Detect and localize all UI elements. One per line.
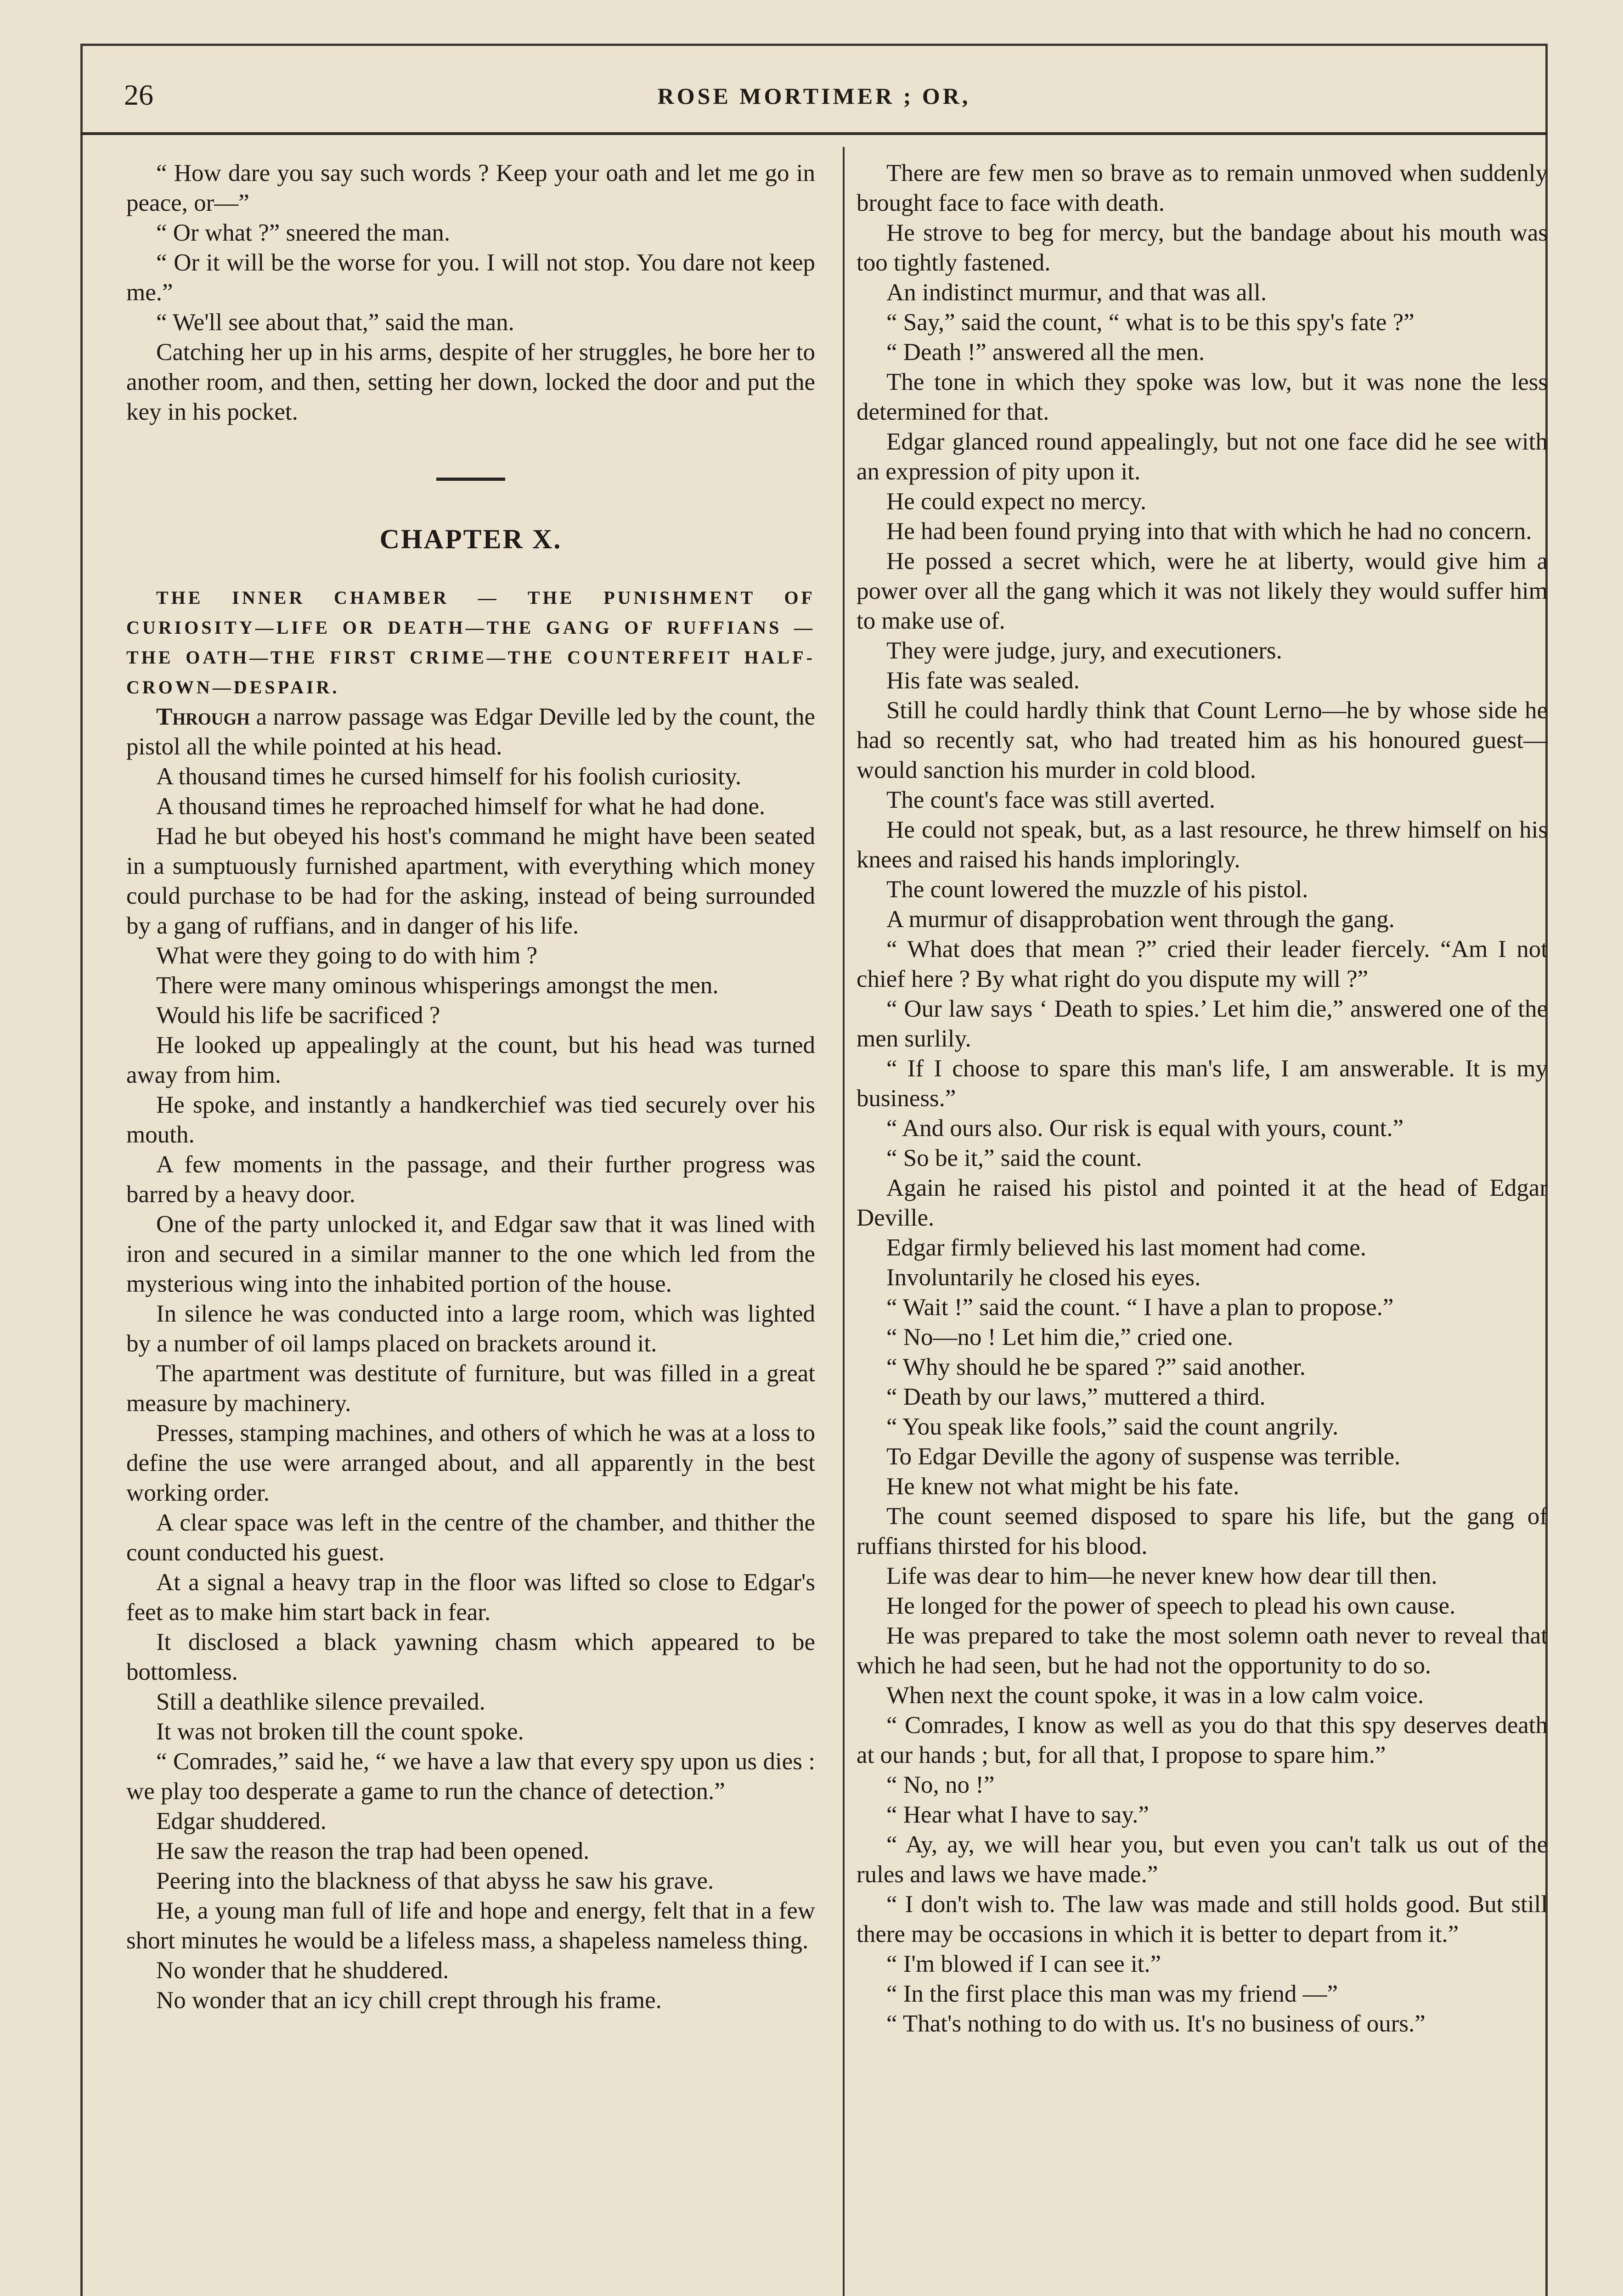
opening-word: Through <box>156 703 250 730</box>
paragraph: Again he raised his pistol and pointed it at the head of Edgar Deville. <box>857 1175 1548 1231</box>
paragraph: “ No, no !” <box>886 1772 995 1798</box>
right-paragraphs <box>857 158 1548 2039</box>
paragraph: No wonder that an icy chill crept through his frame. <box>156 1987 662 2014</box>
paragraph: The apartment was destitute of furniture, but was filled in a great measure by machinery. <box>126 1360 815 1417</box>
paragraph: His fate was sealed. <box>886 667 1080 694</box>
paragraph: There were many ominous whisperings amongst the men. <box>156 972 719 999</box>
page-number: 26 <box>124 79 153 111</box>
paragraph: He looked up appealingly at the count, but his head was turned away from him. <box>126 1032 815 1088</box>
paragraph: Edgar firmly believed his last moment had come. <box>886 1234 1366 1261</box>
paragraph: “ Why should he be spared ?” said another. <box>886 1354 1306 1380</box>
paragraph: He saw the reason the trap had been opened. <box>156 1838 590 1864</box>
paragraph: What were they going to do with him ? <box>156 942 538 969</box>
paragraph: Edgar glanced round appealingly, but not one face did he see with an expression of pity upon it. <box>857 428 1548 485</box>
paragraph: “ We'll see about that,” said the man. <box>156 309 514 336</box>
paragraph: “ You speak like fools,” said the count angrily. <box>886 1413 1339 1440</box>
paragraph: “ I'm blowed if I can see it.” <box>886 1951 1161 1977</box>
paragraph: “ In the first place this man was my friend —” <box>886 1981 1338 2007</box>
paragraph: “ No—no ! Let him die,” cried one. <box>886 1324 1233 1351</box>
paragraph: “ Hear what I have to say.” <box>886 1801 1149 1828</box>
left-paragraphs-before <box>126 158 815 427</box>
paragraph: “ And ours also. Our risk is equal with yours, count.” <box>886 1115 1404 1142</box>
paragraph: “ Ay, ay, we will hear you, but even you can't talk us out of the rules and laws we have made.” <box>857 1831 1548 1888</box>
paragraph: “ Comrades,” said he, “ we have a law that every spy upon us dies : we play too desperate a game to run the chance of detection.” <box>126 1748 815 1805</box>
paragraph: A thousand times he reproached himself for what he had done. <box>156 793 766 820</box>
paragraph: “ Wait !” said the count. “ I have a plan to propose.” <box>886 1294 1394 1321</box>
paragraph: “ Our law says ‘ Death to spies.’ Let him die,” answered one of the men surlily. <box>857 996 1548 1052</box>
paragraph: A thousand times he cursed himself for his foolish curiosity. <box>156 763 742 790</box>
left-paragraphs-after <box>126 762 815 2015</box>
paragraph: He was prepared to take the most solemn oath never to reveal that which he had seen, but he had not the opportunity to do so. <box>857 1622 1548 1679</box>
paragraph: He, a young man full of life and hope and energy, felt that in a few short minutes he would be a lifeless mass, a shapeless nameless thing. <box>126 1897 815 1954</box>
paragraph: The count lowered the muzzle of his pistol. <box>886 876 1308 903</box>
left-column <box>126 158 815 2015</box>
paragraph: “ So be it,” said the count. <box>886 1145 1142 1171</box>
paragraph: At a signal a heavy trap in the floor was lifted so close to Edgar's feet as to make him start back in fear. <box>126 1569 815 1626</box>
paragraph: Had he but obeyed his host's command he might have been seated in a sumptuously furnished apartment, with everything which money could purchase to be had for the asking, instead of being surrounded by a gang of ruffians, and in danger of his life. <box>126 823 815 939</box>
paragraph: He had been found prying into that with which he had no concern. <box>886 518 1532 545</box>
paragraph: An indistinct murmur, and that was all. <box>886 279 1267 306</box>
paragraph: “ If I choose to spare this man's life, I am answerable. It is my business.” <box>857 1055 1548 1112</box>
section-divider <box>436 478 505 481</box>
paragraph: Would his life be sacrificed ? <box>156 1002 440 1029</box>
paragraph: It disclosed a black yawning chasm which appeared to be bottomless. <box>126 1629 815 1685</box>
paragraph: “ What does that mean ?” cried their leader fiercely. “Am I not chief here ? By what right do you dispute my will ?” <box>857 936 1548 992</box>
chapter-summary: THE INNER CHAMBER — THE PUNISHMENT OF CURIOSITY—LIFE OR DEATH—THE GANG OF RUFFIANS — THE OATH—THE FIRST CRIME—THE COUNTERFEIT HALF-CROWN—DESPAIR. <box>126 587 815 698</box>
paragraph: He possed a secret which, were he at liberty, would give him a power over all the gang which it was not likely they would suffer him to make use of. <box>857 548 1548 634</box>
paragraph: Catching her up in his arms, despite of her struggles, he bore her to another room, and then, setting her down, locked the door and put the key in his pocket. <box>126 339 815 425</box>
paragraph: “ I don't wish to. The law was made and still holds good. But still there may be occasions in which it is better to depart from it.” <box>857 1891 1548 1947</box>
paragraph: “ That's nothing to do with us. It's no business of ours.” <box>886 2010 1426 2037</box>
column-divider <box>843 147 845 2296</box>
paragraph: Life was dear to him—he never knew how dear till then. <box>886 1563 1437 1589</box>
paragraph: They were judge, jury, and executioners. <box>886 637 1282 664</box>
paragraph: It was not broken till the count spoke. <box>156 1718 524 1745</box>
paragraph: He longed for the power of speech to plead his own cause. <box>886 1593 1456 1619</box>
paragraph: “ Death !” answered all the men. <box>886 339 1205 366</box>
opening-paragraph <box>126 702 815 762</box>
paragraph: “ Comrades, I know as well as you do that this spy deserves death at our hands ; but, for all that, I propose to spare him.” <box>857 1712 1548 1768</box>
paragraph: A murmur of disapprobation went through the gang. <box>886 906 1395 933</box>
paragraph: When next the count spoke, it was in a low calm voice. <box>886 1682 1424 1709</box>
paragraph: No wonder that he shuddered. <box>156 1957 449 1984</box>
paragraph: The count seemed disposed to spare his life, but the gang of ruffians thirsted for his blood. <box>857 1503 1548 1559</box>
paragraph: To Edgar Deville the agony of suspense was terrible. <box>886 1443 1401 1470</box>
paragraph: He strove to beg for mercy, but the bandage about his mouth was too tightly fastened. <box>857 219 1548 276</box>
paragraph: “ Or what ?” sneered the man. <box>156 219 451 246</box>
opening-rest: a narrow passage was Edgar Deville led by the count, the pistol all the while pointed at his head. <box>126 703 815 760</box>
paragraph: A clear space was left in the centre of the chamber, and thither the count conducted his guest. <box>126 1509 815 1566</box>
page-header <box>80 69 1548 138</box>
paragraph: The count's face was still averted. <box>886 787 1215 813</box>
paragraph: He could expect no mercy. <box>886 488 1147 515</box>
paragraph: In silence he was conducted into a large room, which was lighted by a number of oil lamps placed on brackets around it. <box>126 1300 815 1357</box>
paragraph: “ Or it will be the worse for you. I will not stop. You dare not keep me.” <box>126 249 815 306</box>
paragraph: Still he could hardly think that Count Lerno—he by whose side he had so recently sat, who had treated him as his honoured guest—would sanction his murder in cold blood. <box>857 697 1548 783</box>
paragraph: Presses, stamping machines, and others of which he was at a loss to define the use were arranged about, and all apparently in the best working order. <box>126 1420 815 1506</box>
right-column <box>857 158 1548 2039</box>
paragraph: He spoke, and instantly a handkerchief was tied securely over his mouth. <box>126 1092 815 1148</box>
paragraph: “ Say,” said the count, “ what is to be this spy's fate ?” <box>886 309 1414 336</box>
paragraph: There are few men so brave as to remain unmoved when suddenly brought face to face with death. <box>857 160 1548 216</box>
paragraph: Still a deathlike silence prevailed. <box>156 1688 485 1715</box>
paragraph: He knew not what might be his fate. <box>886 1473 1240 1500</box>
running-title: ROSE MORTIMER ; OR, <box>657 83 971 109</box>
paragraph: “ Death by our laws,” muttered a third. <box>886 1384 1266 1410</box>
paragraph: The tone in which they spoke was low, but it was none the less determined for that. <box>857 369 1548 425</box>
paragraph: Edgar shuddered. <box>156 1808 327 1835</box>
paragraph: One of the party unlocked it, and Edgar saw that it was lined with iron and secured in a similar manner to the one which led from the mysterious wing into the inhabited portion of the house. <box>126 1211 815 1297</box>
paragraph: “ How dare you say such words ? Keep your oath and let me go in peace, or—” <box>126 160 815 216</box>
chapter-title: CHAPTER X. <box>379 524 562 554</box>
paragraph: He could not speak, but, as a last resource, he threw himself on his knees and raised his hands imploringly. <box>857 816 1548 873</box>
paragraph: A few moments in the passage, and their further progress was barred by a heavy door. <box>126 1151 815 1208</box>
paragraph: Involuntarily he closed his eyes. <box>886 1264 1201 1291</box>
header-rule <box>80 132 1548 135</box>
paragraph: Peering into the blackness of that abyss he saw his grave. <box>156 1868 714 1894</box>
